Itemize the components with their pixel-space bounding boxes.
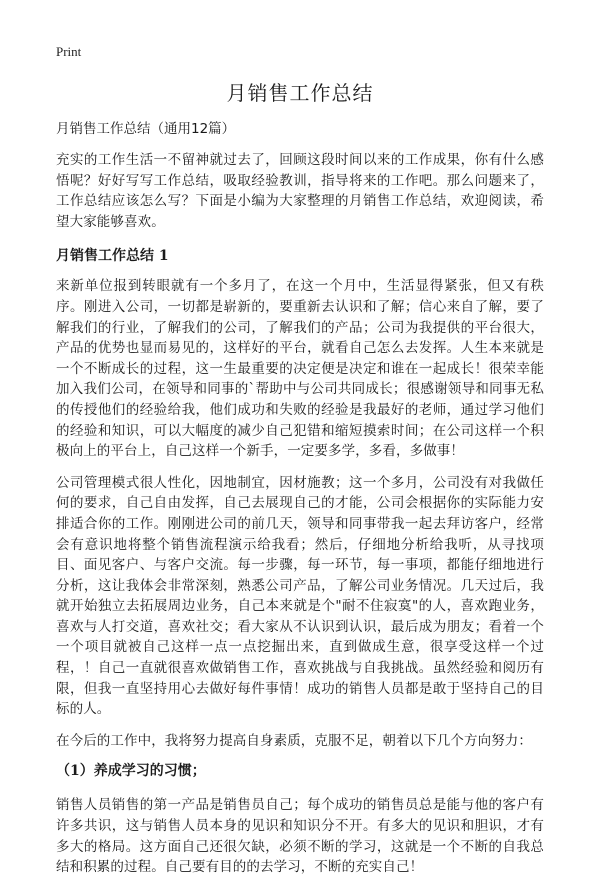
document-subtitle: 月销售工作总结（通用12篇） xyxy=(56,121,236,137)
print-link[interactable]: Print xyxy=(56,44,82,59)
sub-heading: （1）养成学习的习惯； xyxy=(56,763,206,780)
body-paragraph-4: 销售人员销售的第一产品是销售员自己；每个成功的销售员总是能与他的客户有许多共识，这与销售人员本身的见识和知识分不开。有多大的见识和胆识，才有多大的格局。这方面自己还很欠缺，必须不断的学习，这就是一个不断的自我总结和积累的过程。自己要有目的的去学习，不断的充实自己！ xyxy=(56,797,544,876)
body-paragraph-2: 公司管理模式很人性化，因地制宜，因材施教；这一个多月，公司没有对我做任何的要求，自己自由发挥，自己去展现自己的才能，公司会根据你的实际能力安排适合你的工作。刚刚进公司的前几天，领导和同事带我一起去拜访客户，经常会有意识地将整个销售流程演示给我看；然后，仔细地分析给我听，从寻找项目、面见客户、与客户交流。每一步骤，每一环节，每一事项，都能仔细地进行分析，这让我体会非常深刻，熟悉公司产品，了解公司业务情况。几天过后，我就开始独立去拓展周边业务，自己本来就是个"耐不住寂寞"的人，喜欢跑业务，喜欢与人打交道，喜欢社交；看大家从不认识到认识，最后成为朋友；看着一个一个项目就被自己这样一点一点挖掘出来，直到做成生意，很享受这样一个过程，！自己一直就很喜欢做销售工作，喜欢挑战与自我挑战。虽然经验和阅历有限，但我一直坚持用心去做好每件事情！成功的销售人员都是敢于坚持自己的目标的人。 xyxy=(56,474,544,718)
page-title: 月销售工作总结 xyxy=(226,81,374,105)
body-paragraph-1: 来新单位报到转眼就有一个多月了，在这一个月中，生活显得紧张，但又有秩序。刚进入公司，一切都是崭新的，要重新去认识和了解；信心来自了解，要了解我们的行业，了解我们的公司，了解我们的产品；公司为我提供的平台很大，产品的优势也显而易见的，这样好的平台，就看自己怎么去发挥。人生本来就是一个不断成长的过程，这一生最重要的决定便是决定和谁在一起成长！很荣幸能加入我们公司，在领导和同事的`帮助中与公司共同成长；很感谢领导和同事无私的传授他们的经验给我，他们成功和失败的经验是我最好的老师，通过学习他们的经验和知识，可以大幅度的减少自己犯错和缩短摸索时间；在公司这样一个积极向上的平台上，自己这样一个新手，一定要多学，多看，多做事！ xyxy=(56,278,544,460)
intro-paragraph: 充实的工作生活一不留神就过去了，回顾这段时间以来的工作成果，你有什么感悟呢？好好写写工作总结，吸取经验教训，指导将来的工作吧。那么问题来了，工作总结应该怎么写？下面是小编为大家整理的月销售工作总结，欢迎阅读，希望大家能够喜欢。 xyxy=(56,152,544,230)
section-heading: 月销售工作总结 1 xyxy=(56,248,169,265)
body-paragraph-3: 在今后的工作中，我将努力提高自身素质，克服不足，朝着以下几个方向努力： xyxy=(56,732,532,749)
